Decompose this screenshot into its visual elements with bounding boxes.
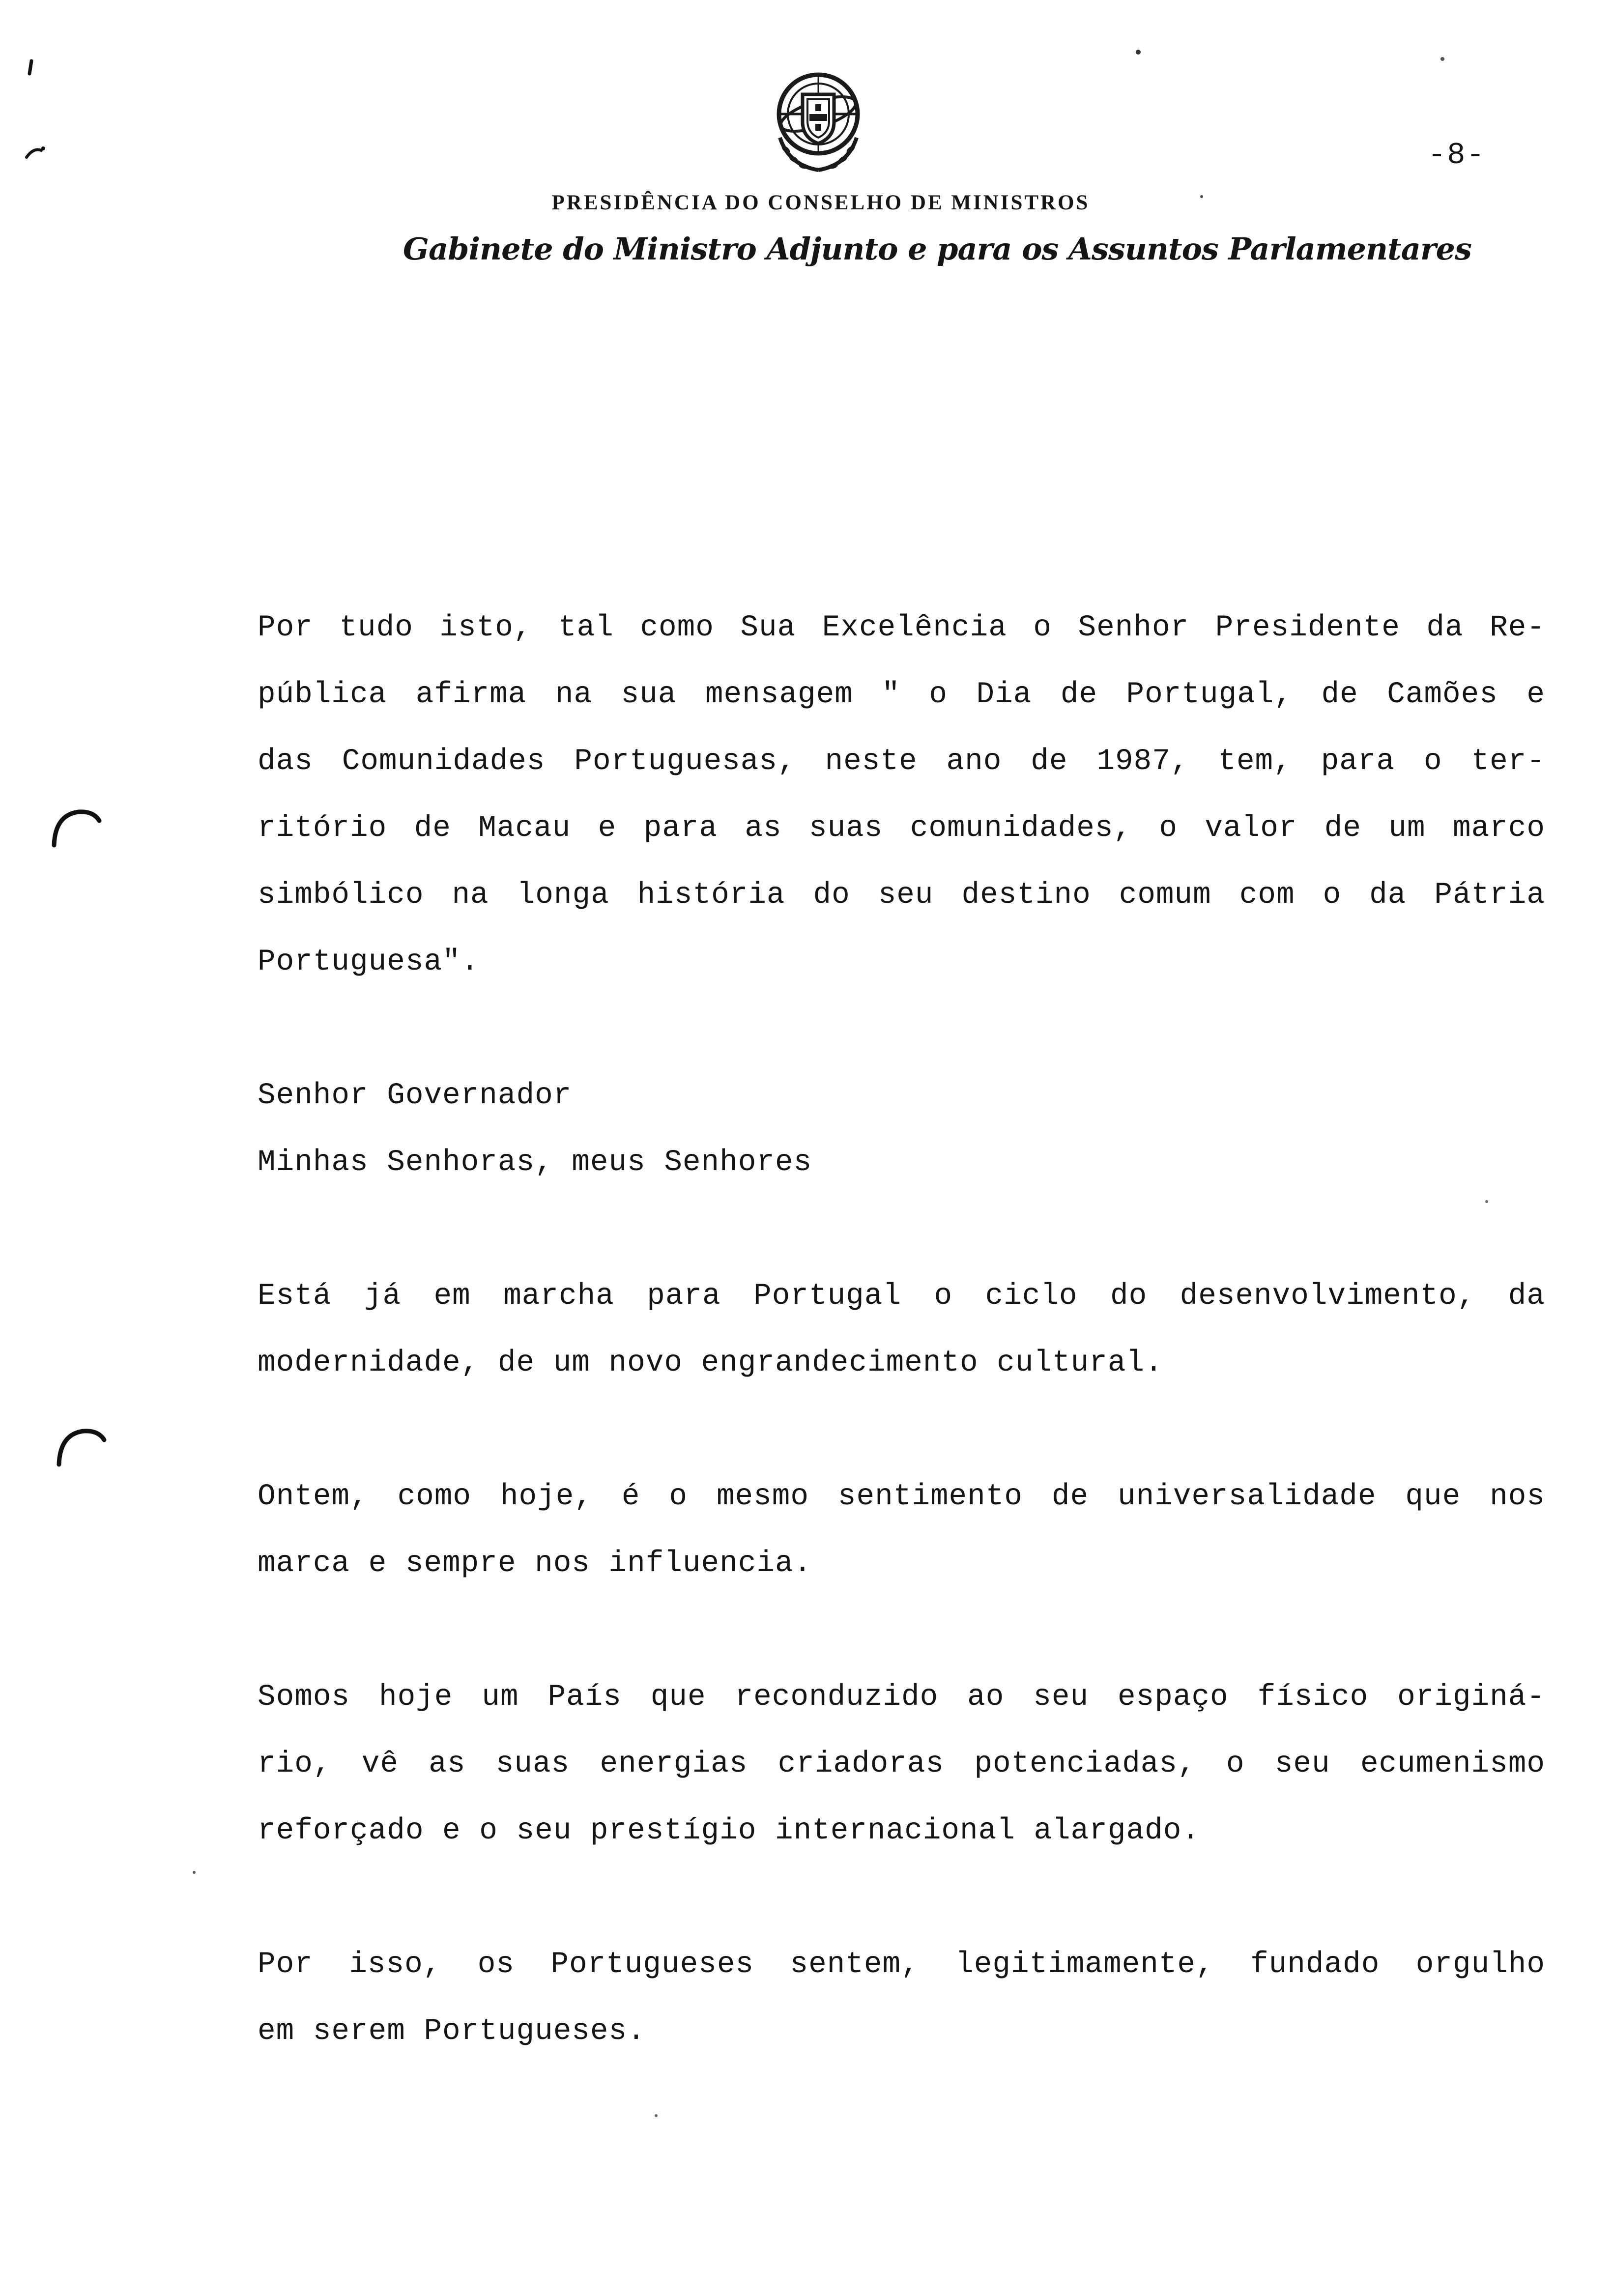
coat-of-arms-seal xyxy=(769,69,867,177)
text-line: pública afirma na sua mensagem " o Dia de Portugal, de Camões e xyxy=(258,678,1545,712)
text-line: reforçado e o seu prestígio internacional alargado. xyxy=(258,1814,1200,1848)
text-line: Minhas Senhoras, meus Senhores xyxy=(258,1146,812,1179)
scan-speck xyxy=(654,2113,659,2118)
letter-body xyxy=(258,595,1545,2132)
text-line: Somos hoje um País que reconduzido ao seu espaço físico originá- xyxy=(258,1680,1545,1714)
text-line: Está já em marcha para Portugal o ciclo do desenvolvimento, da xyxy=(258,1279,1545,1313)
paragraph-country xyxy=(258,1664,1545,1865)
text-line: Ontem, como hoje, é o mesmo sentimento de universalidade que nos xyxy=(258,1480,1545,1514)
punch-hole-mark-upper xyxy=(49,806,103,850)
cabinet-heading: Gabinete do Ministro Adjunto e para os Assuntos Parlamentares xyxy=(403,231,1471,267)
text-line: em serem Portugueses. xyxy=(258,2014,646,2048)
paragraph-salutation xyxy=(258,1062,1545,1196)
page-number: -8- xyxy=(1428,138,1486,172)
text-line: modernidade, de um novo engrandecimento cultural. xyxy=(258,1346,1163,1380)
punch-hole-mark-lower xyxy=(54,1425,108,1469)
paragraph-development xyxy=(258,1263,1545,1397)
scan-speck xyxy=(1440,57,1445,61)
paragraph-presidential-message xyxy=(258,595,1545,996)
scan-speck xyxy=(24,143,48,162)
text-line: marca e sempre nos influencia. xyxy=(258,1547,812,1580)
text-line: Senhor Governador xyxy=(258,1079,572,1113)
office-heading: PRESIDÊNCIA DO CONSELHO DE MINISTROS xyxy=(551,191,1090,214)
scan-speck xyxy=(192,1870,197,1875)
text-line: Por tudo isto, tal como Sua Excelência o Senhor Presidente da Re- xyxy=(258,611,1545,645)
text-line: Por isso, os Portugueses sentem, legitimamente, fundado orgulho xyxy=(258,1948,1545,1981)
scan-speck xyxy=(1484,1199,1489,1204)
text-line: Portuguesa". xyxy=(258,945,480,979)
text-line: rio, vê as suas energias criadoras potenciadas, o seu ecumenismo xyxy=(258,1747,1545,1781)
scan-speck xyxy=(1135,49,1141,55)
text-line: das Comunidades Portuguesas, neste ano de 1987, tem, para o ter- xyxy=(258,745,1545,778)
paragraph-pride xyxy=(258,1931,1545,2065)
scan-speck xyxy=(1199,194,1204,199)
text-line: simbólico na longa história do seu destino comum com o da Pátria xyxy=(258,878,1545,912)
text-line: ritório de Macau e para as suas comunidades, o valor de um marco xyxy=(258,811,1545,845)
paragraph-universality xyxy=(258,1464,1545,1597)
scan-speck xyxy=(25,59,39,79)
